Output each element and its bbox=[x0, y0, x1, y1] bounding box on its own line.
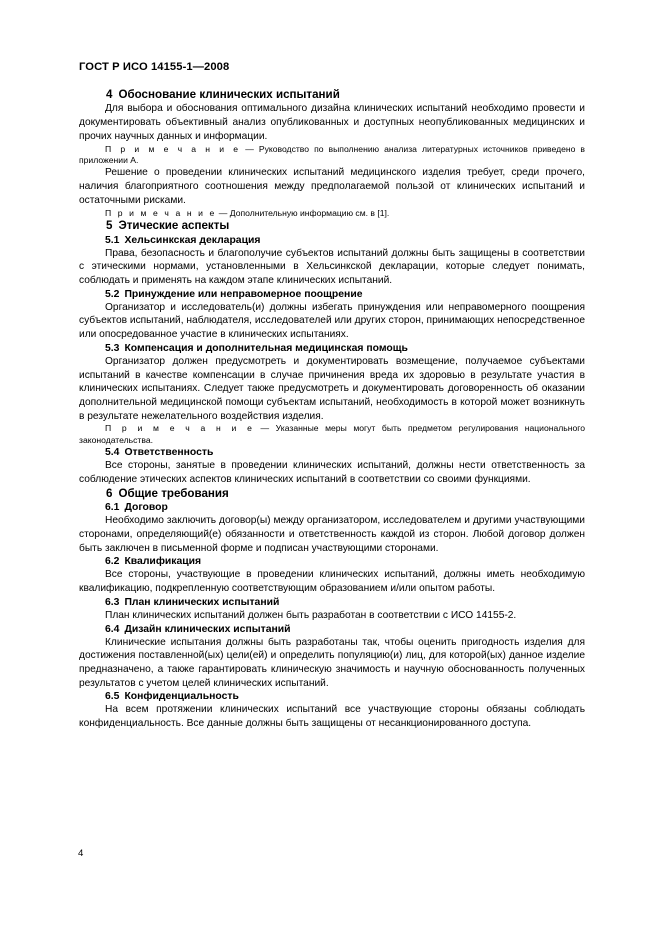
clause-4-note-1 bbox=[79, 144, 585, 167]
subclause-number-6-4: 6.4 bbox=[105, 623, 120, 635]
subclause-6-4-text: Клинические испытания должны быть разработаны так, чтобы оценить пригодность изделия для достижения поставленной(ых) цели(ей) и определить популяцию(и) лиц, для которой(ых) данное изделие предназначено, а также гарантировать клиническую значимость и научную обоснованность полученных результатов с учетом целей клинических испытаний. bbox=[79, 636, 585, 689]
clause-heading-5 bbox=[79, 219, 585, 233]
subclause-title-6-2: Квалификация bbox=[124, 556, 202, 568]
subclause-5-4-text: Все стороны, занятые в проведении клинических испытаний, должны нести ответственность за соблюдение этических аспектов клинических испытаний в соответствии со своими функциями. bbox=[79, 460, 585, 486]
page-number: 4 bbox=[78, 848, 84, 859]
subclause-title-6-5: Конфиденциальность bbox=[124, 691, 239, 703]
clause-heading-4 bbox=[79, 88, 585, 102]
clause-4-paragraph-2: Решение о проведении клинических испытаний медицинского изделия требует, среди прочего, наличия благоприятного соотношения между предполагаемой пользой от клинических испытаний и остаточными рисками. bbox=[79, 167, 585, 206]
clause-title-4: Обоснование клинических испытаний bbox=[118, 88, 340, 101]
subclause-number-5-4: 5.4 bbox=[105, 447, 120, 459]
page-content bbox=[79, 88, 585, 731]
note-text: — Дополнительную информацию см. в [1]. bbox=[216, 207, 390, 218]
note-text: — Указанные меры могут быть предметом регулирования национального законодательства. bbox=[79, 423, 585, 445]
subclause-5-3-text: Организатор должен предусмотреть и документировать возмещение, получаемое субъектами испытаний в качестве компенсации в случае причинения вреда их здоровью в результате участия в клинических испытаниях. Следует также предусмотреть и документировать договоренность об оказании дополнительной медицинской помощи субъектам испытаний, необходимость в которой может возникнуть в результате нежелательного воздействия изделия. bbox=[79, 355, 585, 422]
subclause-title-6-1: Договор bbox=[124, 502, 168, 514]
note-text: — Руководство по выполнению анализа литературных источников приведено в приложении А. bbox=[79, 143, 586, 166]
note-label: П р и м е ч а н и е bbox=[105, 143, 241, 154]
subclause-number-6-3: 6.3 bbox=[105, 596, 120, 608]
subclause-heading-5-3 bbox=[79, 342, 585, 355]
note-label: П р и м е ч а н и е bbox=[105, 207, 217, 218]
subclause-6-3-text: План клинических испытаний должен быть разработан в соответствии с ИСО 14155-2. bbox=[105, 609, 517, 621]
subclause-title-5-2: Принуждение или неправомерное поощрение bbox=[124, 288, 363, 300]
subclause-5-2-text: Организатор и исследователь(и) должны избегать принуждения или неправомерного поощрения субъектов испытаний, наблюдателя, исследователей или других сторон, принимающих непосредственное или опосредованное участие в клинических испытаниях. bbox=[79, 301, 585, 341]
subclause-number-6-5: 6.5 bbox=[105, 691, 120, 703]
subclause-number-5-2: 5.2 bbox=[105, 288, 120, 300]
subclause-heading-5-1 bbox=[79, 234, 585, 247]
subclause-heading-6-2 bbox=[79, 555, 585, 568]
clause-title-6: Общие требования bbox=[118, 486, 229, 500]
clause-4-paragraph-1: Для выбора и обоснования оптимального дизайна клинических испытаний необходимо провести и документировать объективный анализ опубликованных и доступных неопубликованных медицинских и прочих научных данных и информации. bbox=[79, 103, 585, 142]
subclause-title-5-1: Хельсинкская декларация bbox=[124, 234, 261, 246]
subclause-6-2-text: Все стороны, участвующие в проведении клинических испытаний, должны иметь необходимую квалификацию, подкрепленную соответствующим образованием и/или опытом работы. bbox=[79, 569, 585, 595]
subclause-heading-6-1 bbox=[79, 501, 585, 514]
subclause-number-6-1: 6.1 bbox=[105, 502, 120, 514]
subclause-5-1-text: Права, безопасность и благополучие субъектов испытаний должны быть защищены в соответствии с этическими нормами, установленными в Хельсинкской декларации, которые следует понимать, соблюдать и применять на каждом этапе клинических испытаний. bbox=[79, 247, 585, 286]
clause-heading-6 bbox=[79, 487, 585, 501]
subclause-title-6-3: План клинических испытаний bbox=[124, 596, 280, 608]
subclause-title-5-4: Ответственность bbox=[124, 447, 214, 459]
subclause-6-5-text: На всем протяжении клинических испытаний все участвующие стороны обязаны соблюдать конфиденциальность. Все данные должны быть защищены от несанкционированного доступа. bbox=[79, 704, 585, 730]
note-label: П р и м е ч а н и е bbox=[105, 423, 254, 434]
subclause-heading-6-4 bbox=[79, 623, 585, 636]
clause-number-6: 6 bbox=[106, 486, 113, 500]
clause-title-5: Этические аспекты bbox=[118, 219, 230, 233]
clause-number-4: 4 bbox=[106, 88, 113, 101]
subclause-heading-6-5 bbox=[79, 690, 585, 703]
subclause-heading-5-2 bbox=[79, 288, 585, 301]
clause-number-5: 5 bbox=[106, 219, 113, 233]
subclause-number-5-1: 5.1 bbox=[105, 234, 120, 246]
subclause-title-5-3: Компенсация и дополнительная медицинская помощь bbox=[124, 342, 408, 354]
subclause-5-3-note bbox=[79, 423, 585, 446]
subclause-number-5-3: 5.3 bbox=[105, 342, 120, 354]
subclause-6-1-text: Необходимо заключить договор(ы) между организатором, исследователем и другими участвующими сторонами, определяющий(е) обязанности и ответственность каждой из сторон. Любой договор должен быть заключен в письменной форме и подписан участвующими сторонами. bbox=[79, 515, 585, 554]
subclause-number-6-2: 6.2 bbox=[105, 556, 120, 568]
clause-4-note-2 bbox=[79, 208, 585, 219]
subclause-title-6-4: Дизайн клинических испытаний bbox=[124, 623, 291, 635]
subclause-heading-6-3 bbox=[79, 596, 585, 609]
running-head: ГОСТ Р ИСО 14155-1—2008 bbox=[79, 61, 230, 73]
subclause-heading-5-4 bbox=[79, 446, 585, 459]
